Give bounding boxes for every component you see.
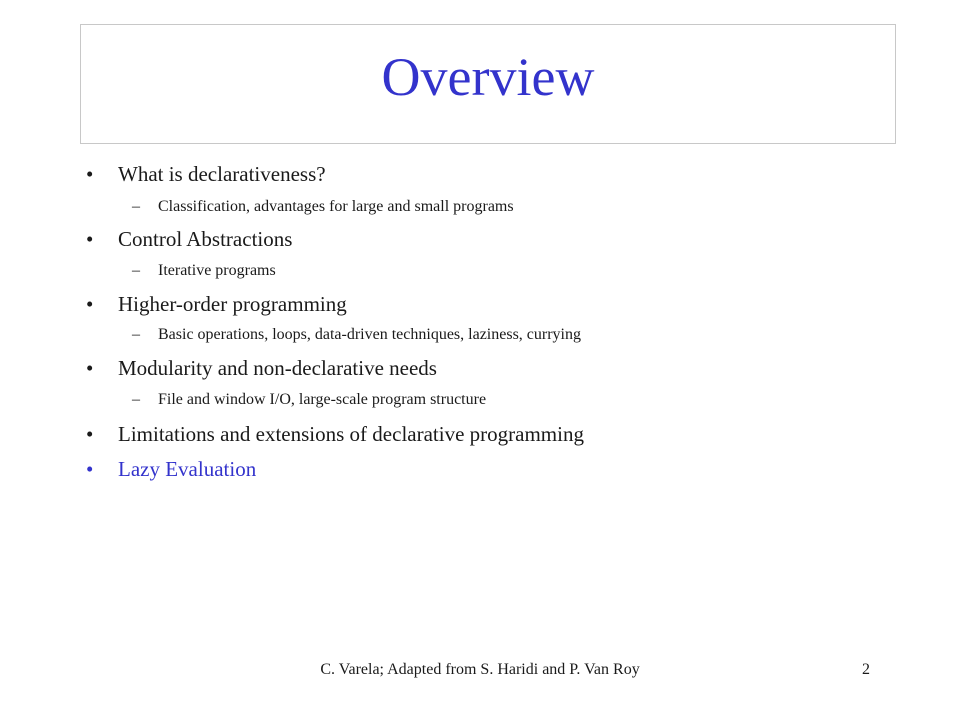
sub-marker: – bbox=[132, 391, 140, 408]
bullet-text: Limitations and extensions of declarative programming bbox=[118, 422, 584, 446]
bullet-marker: • bbox=[86, 292, 94, 316]
sub-text: Basic operations, loops, data-driven techniques, laziness, currying bbox=[158, 326, 581, 343]
bullet-text: Lazy Evaluation bbox=[118, 457, 257, 481]
sub-marker: – bbox=[132, 262, 140, 279]
bullet-marker: • bbox=[86, 162, 94, 186]
page-number: 2 bbox=[862, 661, 870, 678]
bullet-marker: • bbox=[86, 457, 94, 481]
bullet-text: Modularity and non-declarative needs bbox=[118, 356, 437, 380]
bullet-text: Control Abstractions bbox=[118, 227, 293, 251]
sub-text: Iterative programs bbox=[158, 262, 276, 279]
sub-text: File and window I/O, large-scale program structure bbox=[158, 391, 487, 408]
slide-title: Overview bbox=[381, 47, 595, 107]
sub-text: Classification, advantages for large and small programs bbox=[158, 198, 514, 215]
bullet-marker: • bbox=[86, 422, 94, 446]
sub-marker: – bbox=[132, 198, 140, 215]
slide-footer: C. Varela; Adapted from S. Haridi and P. Van Roy bbox=[320, 661, 640, 678]
bullet-marker: • bbox=[86, 227, 94, 251]
bullet-marker: • bbox=[86, 356, 94, 380]
bullet-text: What is declarativeness? bbox=[118, 162, 326, 186]
sub-marker: – bbox=[132, 326, 140, 343]
bullet-text: Higher-order programming bbox=[118, 292, 347, 316]
